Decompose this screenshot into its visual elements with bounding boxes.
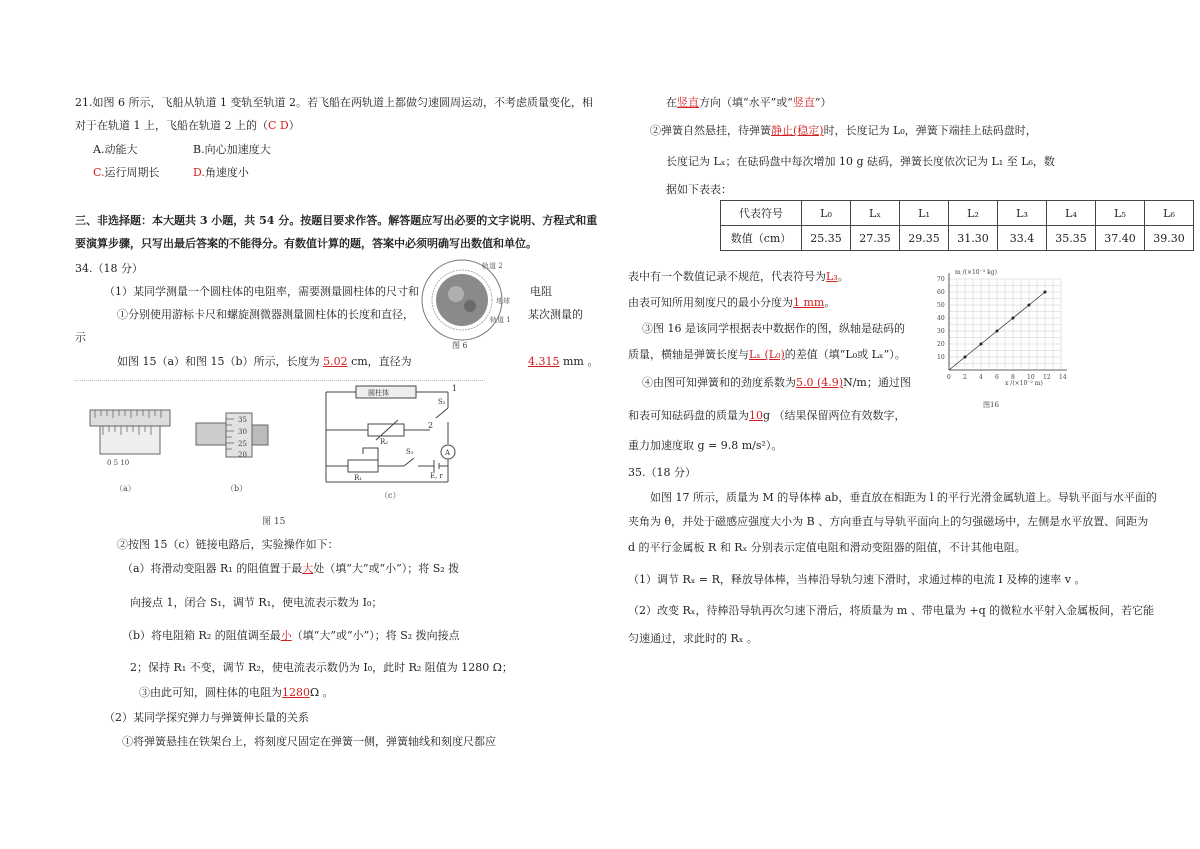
svg-text:R₂: R₂: [380, 438, 389, 446]
answer-mass: 10: [749, 409, 763, 422]
table-row: [721, 201, 1194, 226]
divider: [75, 380, 485, 381]
figure-15b-micrometer: [190, 395, 275, 495]
svg-text:0 5 10: 0 5 10: [107, 459, 130, 467]
data-point: [980, 343, 983, 346]
svg-text:20: 20: [238, 451, 247, 459]
y-tick-label: 40: [937, 315, 945, 322]
orbit2-label: 轨道 2: [482, 262, 503, 270]
data-point: [996, 330, 999, 333]
q34-step2-b2: 2；保持 R₁ 不变，调节 R₂，使电流表示数仍为 I₀，此时 R₂ 阻值为 1280 Ω；: [130, 661, 513, 674]
q34-p1-line4: 如图 15（a）和图 15（b）所示，长度为 5.02 cm，直径为: [117, 355, 412, 368]
x-tick-label: 6: [995, 374, 999, 381]
q21-answer: C D: [267, 119, 289, 132]
r-line7: ③图 16 是该同学根据表中数据作的图，纵轴是砝码的: [642, 322, 905, 335]
table-cell: L₃: [998, 201, 1047, 226]
r-line3: 长度记为 Lₓ；在砝码盘中每次增加 10 g 砝码，弹簧长度依次记为 L₁ 至 L₆，数: [666, 155, 1055, 168]
answer-resistance: 1280: [282, 686, 310, 699]
q34-step2-a2: 向接点 1，闭合 S₁，调节 R₁，使电流表示数为 I₀；: [130, 596, 383, 609]
q34-step2-b1: （b）将电阻箱 R₂ 的阻值调至最小（填“大”或“小”）；将 S₂ 拨向接点: [122, 629, 460, 642]
section3-line1: 三、非选择题：本大题共 3 小题，共 54 分。按题目要求作答。解答题应写出必要的文字说明、方程式和重: [75, 214, 598, 227]
figure-16-chart: [925, 265, 1075, 413]
table-cell: L₅: [1096, 201, 1145, 226]
q21-line1: 21.如图 6 所示，飞船从轨道 1 变轨至轨道 2。若飞船在两轨道上都做匀速圆周运动，不考虑质量变化，相: [75, 96, 593, 109]
q34-step3: ③由此可知，圆柱体的电阻为1280Ω 。: [139, 686, 334, 699]
svg-text:25: 25: [238, 440, 247, 448]
svg-text:R₁: R₁: [354, 474, 363, 482]
chart-ylabel: m /(×10⁻³ kg): [955, 269, 997, 276]
spring-data-table: [720, 200, 1194, 251]
r-line5: 表中有一个数值记录不规范，代表符号为L₃。: [628, 270, 849, 283]
table-cell: 代表符号: [721, 201, 802, 226]
chart-title: 图16: [983, 401, 999, 409]
q21-option-d: D.角速度小: [193, 166, 249, 179]
table-cell: 27.35: [851, 226, 900, 251]
q34-part2-step1: ①将弹簧悬挂在铁架台上，将刻度尺固定在弹簧一侧，弹簧轴线和刻度尺都应: [122, 735, 496, 748]
svg-text:S₂: S₂: [438, 398, 446, 406]
data-point: [1044, 291, 1047, 294]
y-tick-label: 70: [937, 276, 945, 283]
answer-big: 大: [302, 562, 314, 575]
figure-15a-vernier: [85, 385, 175, 495]
orbit1-label: 轨道 1: [490, 316, 511, 324]
figure-15-caption: 图 15: [262, 517, 286, 527]
r-line11: 重力加速度取 g = 9.8 m/s²）。: [628, 439, 783, 452]
svg-text:E, r: E, r: [430, 472, 443, 480]
fig15-b-label: （b）: [226, 484, 248, 493]
svg-text:2: 2: [428, 421, 434, 430]
x-tick-label: 10: [1027, 374, 1035, 381]
x-tick-label: 12: [1043, 374, 1051, 381]
q35-part1: （1）调节 Rₓ = R，释放导体棒，当棒沿导轨匀速下滑时，求通过棒的电流 I 及棒的速率 v 。: [628, 573, 1086, 586]
table-cell: 数值（cm）: [721, 226, 802, 251]
q21-line2: 对于在轨道 1 上，飞船在轨道 2 上的（C D）: [75, 119, 300, 132]
q35-part2: （2）改变 Rₓ，待棒沿导轨再次匀速下滑后，将质量为 m 、带电量为 +q 的微粒水平射入金属板间，若它能: [628, 604, 1155, 617]
r-line1: 在竖直方向（填“水平”或“竖直”）: [666, 96, 832, 109]
answer-still: 静止(稳定): [771, 124, 824, 137]
fig15-c-label: （c）: [380, 491, 401, 500]
answer-mm: 1 mm: [793, 296, 825, 309]
y-tick-label: 30: [937, 328, 945, 335]
q35-header: 35.（18 分）: [628, 466, 696, 479]
svg-text:A: A: [445, 449, 451, 457]
figure-6-orbit: [412, 256, 532, 352]
answer-small: 小: [280, 629, 292, 642]
table-cell: L₄: [1047, 201, 1096, 226]
y-tick-label: 20: [937, 341, 945, 348]
r-line10: 和表可知砝码盘的质量为10g （结果保留两位有效数字，: [628, 409, 906, 422]
fig15-a-label: （a）: [115, 484, 136, 493]
x-tick-label: 4: [979, 374, 983, 381]
r-line9: ④由图可知弹簧和的劲度系数为5.0 (4.9)N/m；通过图: [642, 376, 911, 389]
answer-vertical: 竖直: [677, 96, 699, 109]
chart-xlabel: x /(×10⁻² m): [1005, 380, 1043, 387]
table-cell: L₆: [1145, 201, 1194, 226]
y-tick-label: 10: [937, 354, 945, 361]
q34-p1-line3: 示: [75, 331, 86, 344]
q21-option-c: C.运行周期长: [93, 166, 160, 179]
q34-header: 34.（18 分）: [75, 262, 143, 275]
data-point: [1012, 317, 1015, 320]
r-line6: 由表可知所用刻度尺的最小分度为1 mm。: [628, 296, 836, 309]
x-tick-label: 2: [963, 374, 967, 381]
q34-part2: （2）某同学探究弹力与弹簧伸长量的关系: [104, 711, 309, 724]
q21-option-a: A.动能大: [93, 143, 138, 156]
q34-p1-line4-end: 4.315 mm 。: [528, 355, 599, 368]
x-tick-label: 14: [1059, 374, 1067, 381]
q34-p1-line1: （1）某同学测量一个圆柱体的电阻率，需要测量圆柱体的尺寸和: [104, 285, 419, 298]
q34-p1-line2-end: 某次测量的: [528, 308, 583, 321]
q35-part2-cont: 匀速通过，求此时的 Rₓ 。: [628, 632, 758, 645]
svg-text:35: 35: [238, 416, 247, 424]
table-cell: 33.4: [998, 226, 1047, 251]
table-row: [721, 226, 1194, 251]
table-cell: Lₓ: [851, 201, 900, 226]
svg-text:1: 1: [452, 384, 458, 393]
data-point: [1028, 304, 1031, 307]
q34-p1-line2: ①分别使用游标卡尺和螺旋测微器测量圆柱体的长度和直径，: [117, 308, 414, 321]
q35-line1: 如图 17 所示，质量为 M 的导体棒 ab，垂直放在相距为 l 的平行光滑金属轨道上。导轨平面与水平面的: [650, 491, 1157, 504]
diameter-answer: 4.315: [528, 355, 560, 368]
length-answer: 5.02: [323, 355, 348, 368]
table-cell: L₂: [949, 201, 998, 226]
data-point: [964, 356, 967, 359]
cylinder-label: 圆柱体: [368, 389, 389, 397]
x-tick-label: 0: [947, 374, 951, 381]
section3-line2: 要演算步骤，只写出最后答案的不能得分。有数值计算的题，答案中必须明确写出数值和单位。: [75, 237, 537, 250]
answer-l3: L₃: [826, 270, 838, 283]
q35-line3: d 的平行金属板 R 和 Rₓ 分别表示定值电阻和滑动变阻器的阻值，不计其他电阻。: [628, 541, 1026, 554]
r-line4: 据如下表表：: [666, 183, 732, 196]
answer-lx: Lₓ (L₀): [749, 348, 785, 361]
answer-k: 5.0 (4.9): [796, 376, 844, 389]
q34-step2-intro: ②按图 15（c）链接电路后，实验操作如下：: [117, 538, 339, 551]
q34-step2-a1: （a）将滑动变阻器 R₁ 的阻值置于最大处（填“大”或“小”）；将 S₂ 拨: [122, 562, 460, 575]
table-cell: 39.30: [1145, 226, 1194, 251]
svg-text:S₁: S₁: [406, 448, 414, 456]
r-line2: ②弹簧自然悬挂，待弹簧静止(稳定)时，长度记为 L₀，弹簧下端挂上砝码盘时，: [650, 124, 1037, 137]
table-cell: 31.30: [949, 226, 998, 251]
q21-option-b: B.向心加速度大: [193, 143, 271, 156]
figure-6-caption: 图 6: [452, 341, 468, 350]
table-cell: 25.35: [802, 226, 851, 251]
x-tick-label: 8: [1011, 374, 1015, 381]
table-cell: 29.35: [900, 226, 949, 251]
r-line8: 质量，横轴是弹簧长度与Lₓ (L₀)的差值（填“L₀或 Lₓ”）。: [628, 348, 906, 361]
earth-label: 地球: [496, 297, 510, 305]
q34-p1-line1-end: 电阻: [530, 285, 552, 298]
table-cell: L₁: [900, 201, 949, 226]
table-cell: 37.40: [1096, 226, 1145, 251]
svg-text:30: 30: [238, 428, 247, 436]
table-cell: L₀: [802, 201, 851, 226]
figure-15c-circuit: [318, 382, 468, 502]
table-cell: 35.35: [1047, 226, 1096, 251]
y-tick-label: 60: [937, 289, 945, 296]
q35-line2: 夹角为 θ，并处于磁感应强度大小为 B 、方向垂直与导轨平面向上的匀强磁场中，左侧是水平放置、间距为: [628, 515, 1149, 528]
y-tick-label: 50: [937, 302, 945, 309]
